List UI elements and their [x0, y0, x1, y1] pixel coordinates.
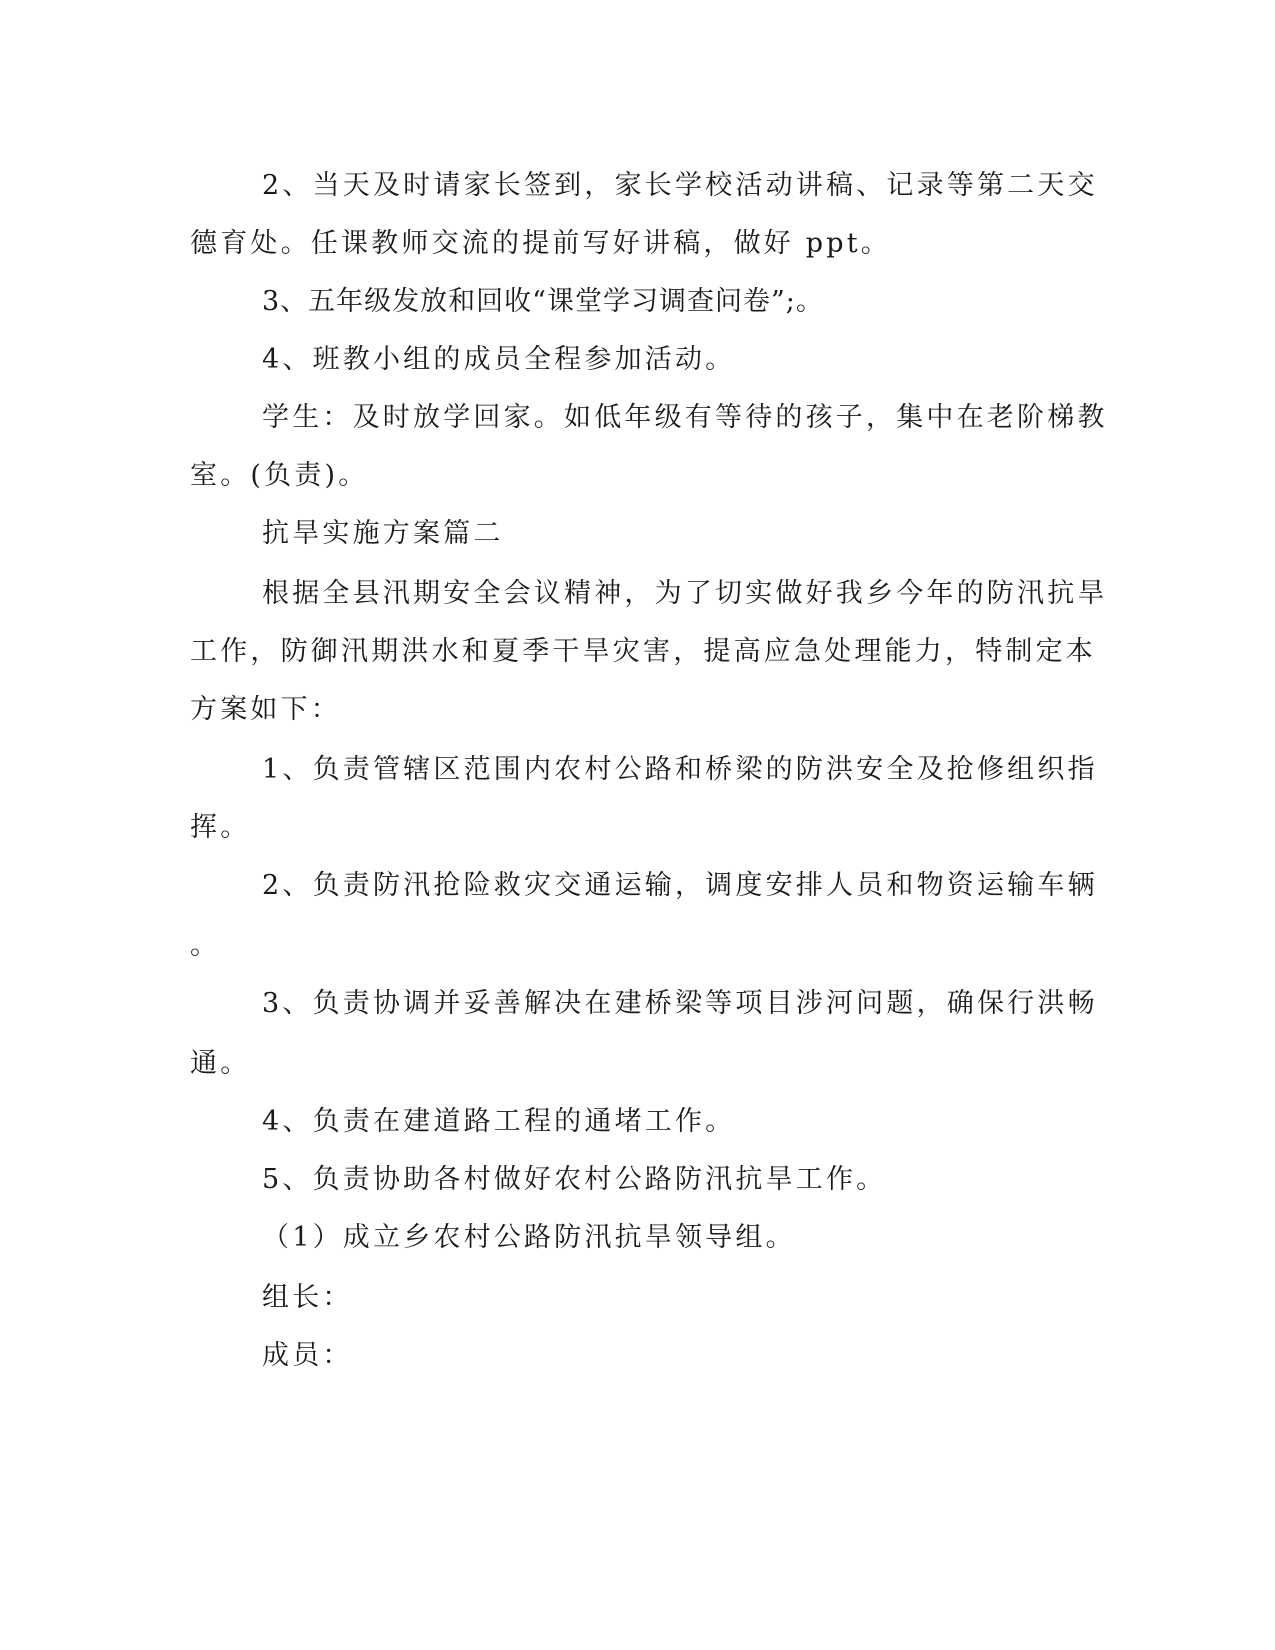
paragraph-line: 工作，防御汛期洪水和夏季干旱灾害，提高应急处理能力，特制定本 [190, 636, 1096, 667]
paragraph-line: 4、负责在建道路工程的通堵工作。 [262, 1106, 736, 1137]
paragraph-line: 1、负责管辖区范围内农村公路和桥梁的防洪安全及抢修组织指 [262, 754, 1098, 785]
section-heading: 抗旱实施方案篇二 [262, 518, 504, 549]
paragraph-line: 3、五年级发放和回收“课堂学习调查问卷”;。 [262, 286, 824, 317]
paragraph-line: 2、负责防汛抢险救灾交通运输，调度安排人员和物资运输车辆 [262, 870, 1098, 901]
paragraph-line: 2、当天及时请家长签到，家长学校活动讲稿、记录等第二天交 [262, 170, 1098, 201]
paragraph-line: 4、班教小组的成员全程参加活动。 [262, 344, 736, 375]
paragraph-line: 成员： [262, 1340, 353, 1371]
paragraph-line: 室。(负责)。 [190, 460, 369, 491]
paragraph-line: 3、负责协调并妥善解决在建桥梁等项目涉河问题，确保行洪畅 [262, 988, 1098, 1019]
paragraph-line: 5、负责协助各村做好农村公路防汛抗旱工作。 [262, 1164, 887, 1195]
paragraph-line: 通。 [190, 1048, 251, 1079]
paragraph-line: 学生：及时放学回家。如低年级有等待的孩子，集中在老阶梯教 [262, 402, 1108, 433]
paragraph-line: 组长： [262, 1282, 353, 1313]
paragraph-line: （1）成立乡农村公路防汛抗旱领导组。 [262, 1222, 796, 1253]
paragraph-line: 德育处。任课教师交流的提前写好讲稿，做好 ppt。 [190, 228, 891, 259]
paragraph-line: 。 [190, 930, 221, 961]
paragraph-line: 根据全县汛期安全会议精神，为了切实做好我乡今年的防汛抗旱 [262, 578, 1108, 609]
paragraph-line: 方案如下： [190, 694, 341, 725]
paragraph-line: 挥。 [190, 812, 251, 843]
